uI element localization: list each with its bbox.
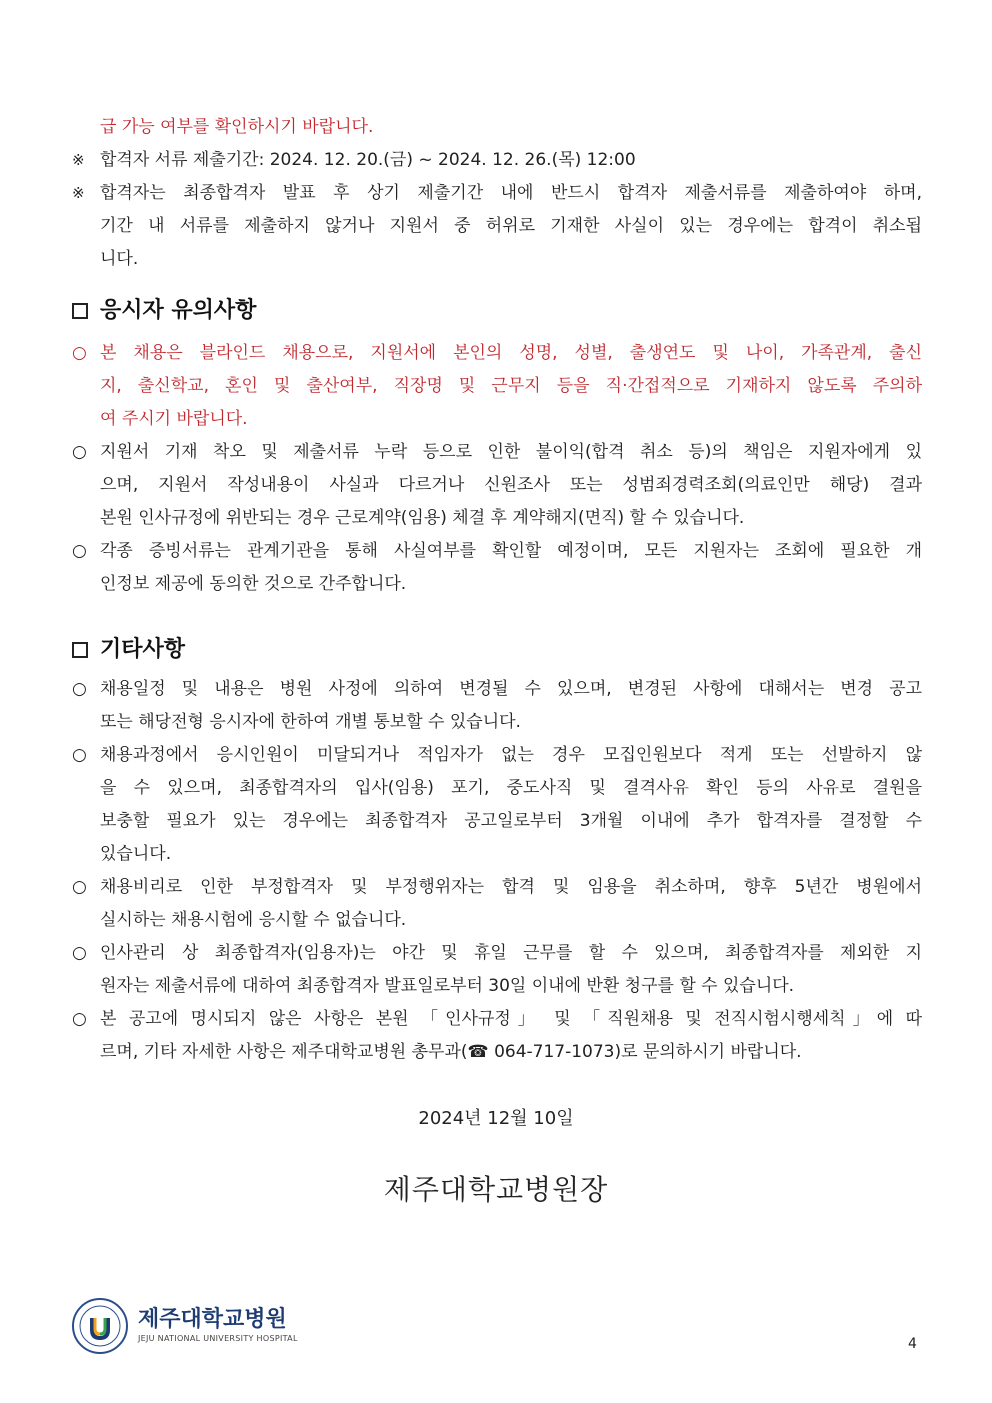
signature-title: 제주대학교병원장 <box>383 1173 609 1206</box>
note-marker: ※ <box>72 151 85 169</box>
section-heading-applicant-notes <box>72 297 256 325</box>
list-item-line: 실시하는 채용시험에 응시할 수 없습니다. <box>100 910 407 930</box>
list-bullet: ○ <box>72 745 87 765</box>
list-bullet: ○ <box>72 541 87 561</box>
list-item-line: 채용과정에서 응시인원이 미달되거나 적임자가 없는 경우 모집인원보다 적게 또는 선발하지 않 <box>100 745 922 765</box>
note-line: 합격자는 최종합격자 발표 후 상기 제출기간 내에 반드시 합격자 제출서류를 제출하여야 하며, <box>100 183 922 203</box>
checkbox-square-icon <box>72 642 88 658</box>
logo-name-ko: 제주대학교병원 <box>138 1307 287 1332</box>
list-bullet: ○ <box>72 943 87 963</box>
checkbox-square-icon <box>72 303 88 319</box>
list-item-line: 르며, 기타 자세한 사항은 제주대학교병원 총무과(☎ 064-717-1073)로 문의하시기 바랍니다. <box>100 1042 802 1062</box>
submission-period-text: 합격자 서류 제출기간: 2024. 12. 20.(금) ~ 2024. 12. 26.(목) 12:00 <box>100 150 636 170</box>
list-item-line: 으며, 지원서 작성내용이 사실과 다르거나 신원조사 또는 성범죄경력조회(의료인만 해당) 결과 <box>100 475 922 495</box>
list-item-line: 원자는 제출서류에 대하여 최종합격자 발표일로부터 30일 이내에 반환 청구를 할 수 있습니다. <box>100 976 795 996</box>
note-continuation: 급 가능 여부를 확인하시기 바랍니다. <box>100 117 374 137</box>
page-number: 4 <box>908 1336 917 1352</box>
list-bullet: ○ <box>72 442 87 462</box>
list-item-line: 채용비리로 인한 부정합격자 및 부정행위자는 합격 및 임용을 취소하며, 향후 5년간 병원에서 <box>100 877 922 897</box>
list-item-line: 지, 출신학교, 혼인 및 출산여부, 직장명 및 근무지 등을 직·간접적으로 기재하지 않도록 주의하 <box>100 376 922 396</box>
section-title: 기타사항 <box>100 637 186 662</box>
submission-period <box>100 149 922 171</box>
list-item-line: 본원 인사규정에 위반되는 경우 근로계약(임용) 체결 후 계약해지(면직) 할 수 있습니다. <box>100 508 745 528</box>
list-item-line: 채용일정 및 내용은 병원 사정에 의하여 변경될 수 있으며, 변경된 사항에 대해서는 변경 공고 <box>100 679 922 699</box>
list-item-line: 을 수 있으며, 최종합격자의 입사(임용) 포기, 중도사직 및 결격사유 확인 등의 사유로 결원을 <box>100 778 922 798</box>
list-item-line: 인정보 제공에 동의한 것으로 간주합니다. <box>100 574 407 594</box>
note-marker: ※ <box>72 184 85 202</box>
hospital-seal-icon <box>72 1298 128 1354</box>
list-item-line: 있습니다. <box>100 844 172 864</box>
logo-text <box>138 1308 298 1344</box>
list-bullet: ○ <box>72 1009 87 1029</box>
note-line: 기간 내 서류를 제출하지 않거나 지원서 중 허위로 기재한 사실이 있는 경우에는 합격이 취소됩 <box>100 216 922 236</box>
list-item-line: 인사관리 상 최종합격자(임용자)는 야간 및 휴일 근무를 할 수 있으며, 최종합격자를 제외한 지 <box>100 943 922 963</box>
list-item-line: 각종 증빙서류는 관계기관을 통해 사실여부를 확인할 예정이며, 모든 지원자는 조회에 필요한 개 <box>100 541 922 561</box>
list-bullet: ○ <box>72 679 87 699</box>
list-bullet: ○ <box>72 877 87 897</box>
announcement-date: 2024년 12월 10일 <box>418 1108 574 1129</box>
list-item-line: 본 공고에 명시되지 않은 사항은 본원 「인사규정」 및 「직원채용 및 전직시험시행세칙」에 따 <box>100 1009 922 1029</box>
list-item-line: 지원서 기재 착오 및 제출서류 누락 등으로 인한 불이익(합격 취소 등)의 책임은 지원자에게 있 <box>100 442 922 462</box>
note-line: 니다. <box>100 249 139 269</box>
list-item-line: 본 채용은 블라인드 채용으로, 지원서에 본인의 성명, 성별, 출생연도 및 나이, 가족관계, 출신 <box>100 343 922 363</box>
list-item-line: 여 주시기 바랍니다. <box>100 409 248 429</box>
list-item-line: 보충할 필요가 있는 경우에는 최종합격자 공고일로부터 3개월 이내에 추가 합격자를 결정할 수 <box>100 811 922 831</box>
list-item-line: 또는 해당전형 응시자에 한하여 개별 통보할 수 있습니다. <box>100 712 521 732</box>
list-bullet: ○ <box>72 343 87 363</box>
section-title: 응시자 유의사항 <box>100 298 257 323</box>
section-heading-other-notes <box>72 636 185 664</box>
hospital-logo <box>72 1298 298 1354</box>
logo-name-en: JEJU NATIONAL UNIVERSITY HOSPITAL <box>138 1334 298 1343</box>
